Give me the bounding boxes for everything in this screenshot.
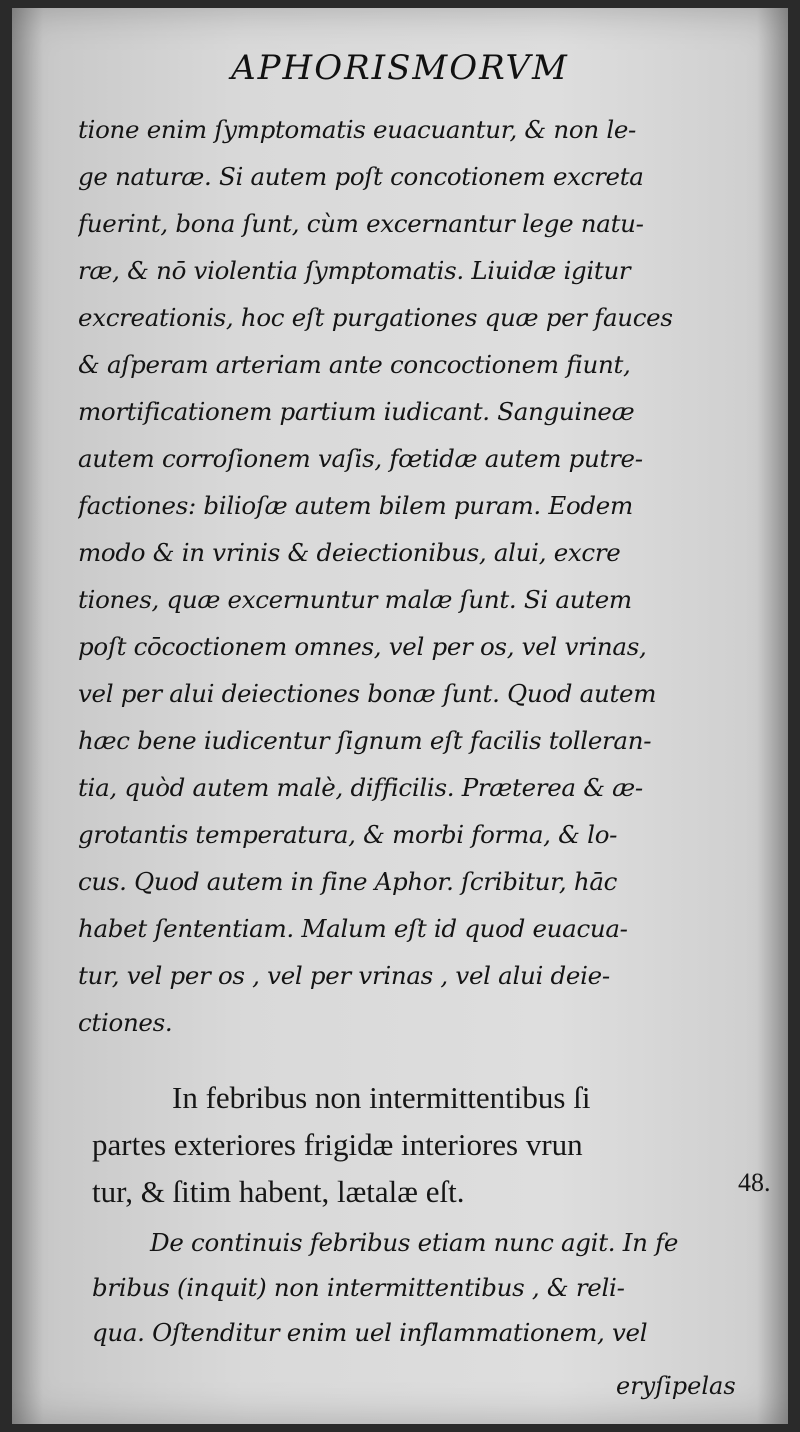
text-line: habet ſententiam. Malum eſt id quod euacua- <box>78 914 628 943</box>
text-line: autem corroſionem vaſis, fœtidæ autem putre- <box>78 444 643 473</box>
text-line: ctiones. <box>78 1008 173 1037</box>
text-line: bribus (inquit) non intermittentibus , & reli- <box>92 1273 625 1302</box>
text-line: tia, quòd autem malè, difficilis. Præterea & æ- <box>78 773 643 802</box>
text-line: tione enim ſymptomatis euacuantur, & non le- <box>78 115 637 144</box>
commentary-previous <box>78 106 778 1046</box>
text-line: ge naturæ. Si autem poſt concotionem excreta <box>78 162 644 191</box>
book-page <box>12 8 788 1424</box>
text-line: fuerint, bona ſunt, cùm excernantur lege natu- <box>78 209 644 238</box>
text-line: excreationis, hoc eſt purgationes quæ per fauces <box>78 303 673 332</box>
aphorism-number: 48. <box>738 1168 771 1197</box>
text-line: qua. Oſtenditur enim uel inflammationem, vel <box>92 1318 648 1347</box>
text-line: hæc bene iudicentur ſignum eſt facilis tolleran- <box>78 726 652 755</box>
aphorism-line: In febribus non intermittentibus ſi <box>172 1080 591 1115</box>
text-line: tur, vel per os , vel per vrinas , vel alui deie- <box>78 961 610 990</box>
commentary-next <box>92 1220 782 1355</box>
text-line: De continuis febribus etiam nunc agit. In fe <box>150 1228 679 1257</box>
aphorism-line: partes exteriores frigidæ interiores vrun <box>92 1127 583 1162</box>
text-line: grotantis temperatura, & morbi forma, & lo- <box>78 820 618 849</box>
aphorism-text <box>92 1074 782 1215</box>
text-line: modo & in vrinis & deiectionibus, alui, excre <box>78 538 621 567</box>
aphorism-line: tur, & ſitim habent, lætalæ eſt. <box>92 1174 465 1209</box>
text-line: & aſperam arteriam ante concoctionem fiunt, <box>78 350 631 379</box>
text-line: tiones, quæ excernuntur malæ ſunt. Si autem <box>78 585 632 614</box>
text-line: factiones: bilioſæ autem bilem puram. Eodem <box>78 491 633 520</box>
text-line: cus. Quod autem in fine Aphor. ſcribitur, hāc <box>78 867 618 896</box>
running-header: APHORISMORVM <box>231 48 569 88</box>
catchword: eryſipelas <box>616 1372 736 1400</box>
text-line: ræ, & nō violentia ſymptomatis. Liuidæ igitur <box>78 256 631 285</box>
text-line: poſt cōcoctionem omnes, vel per os, vel vrinas, <box>78 632 647 661</box>
text-line: mortificationem partium iudicant. Sanguineæ <box>78 397 635 426</box>
text-line: vel per alui deiectiones bonæ ſunt. Quod autem <box>78 679 657 708</box>
